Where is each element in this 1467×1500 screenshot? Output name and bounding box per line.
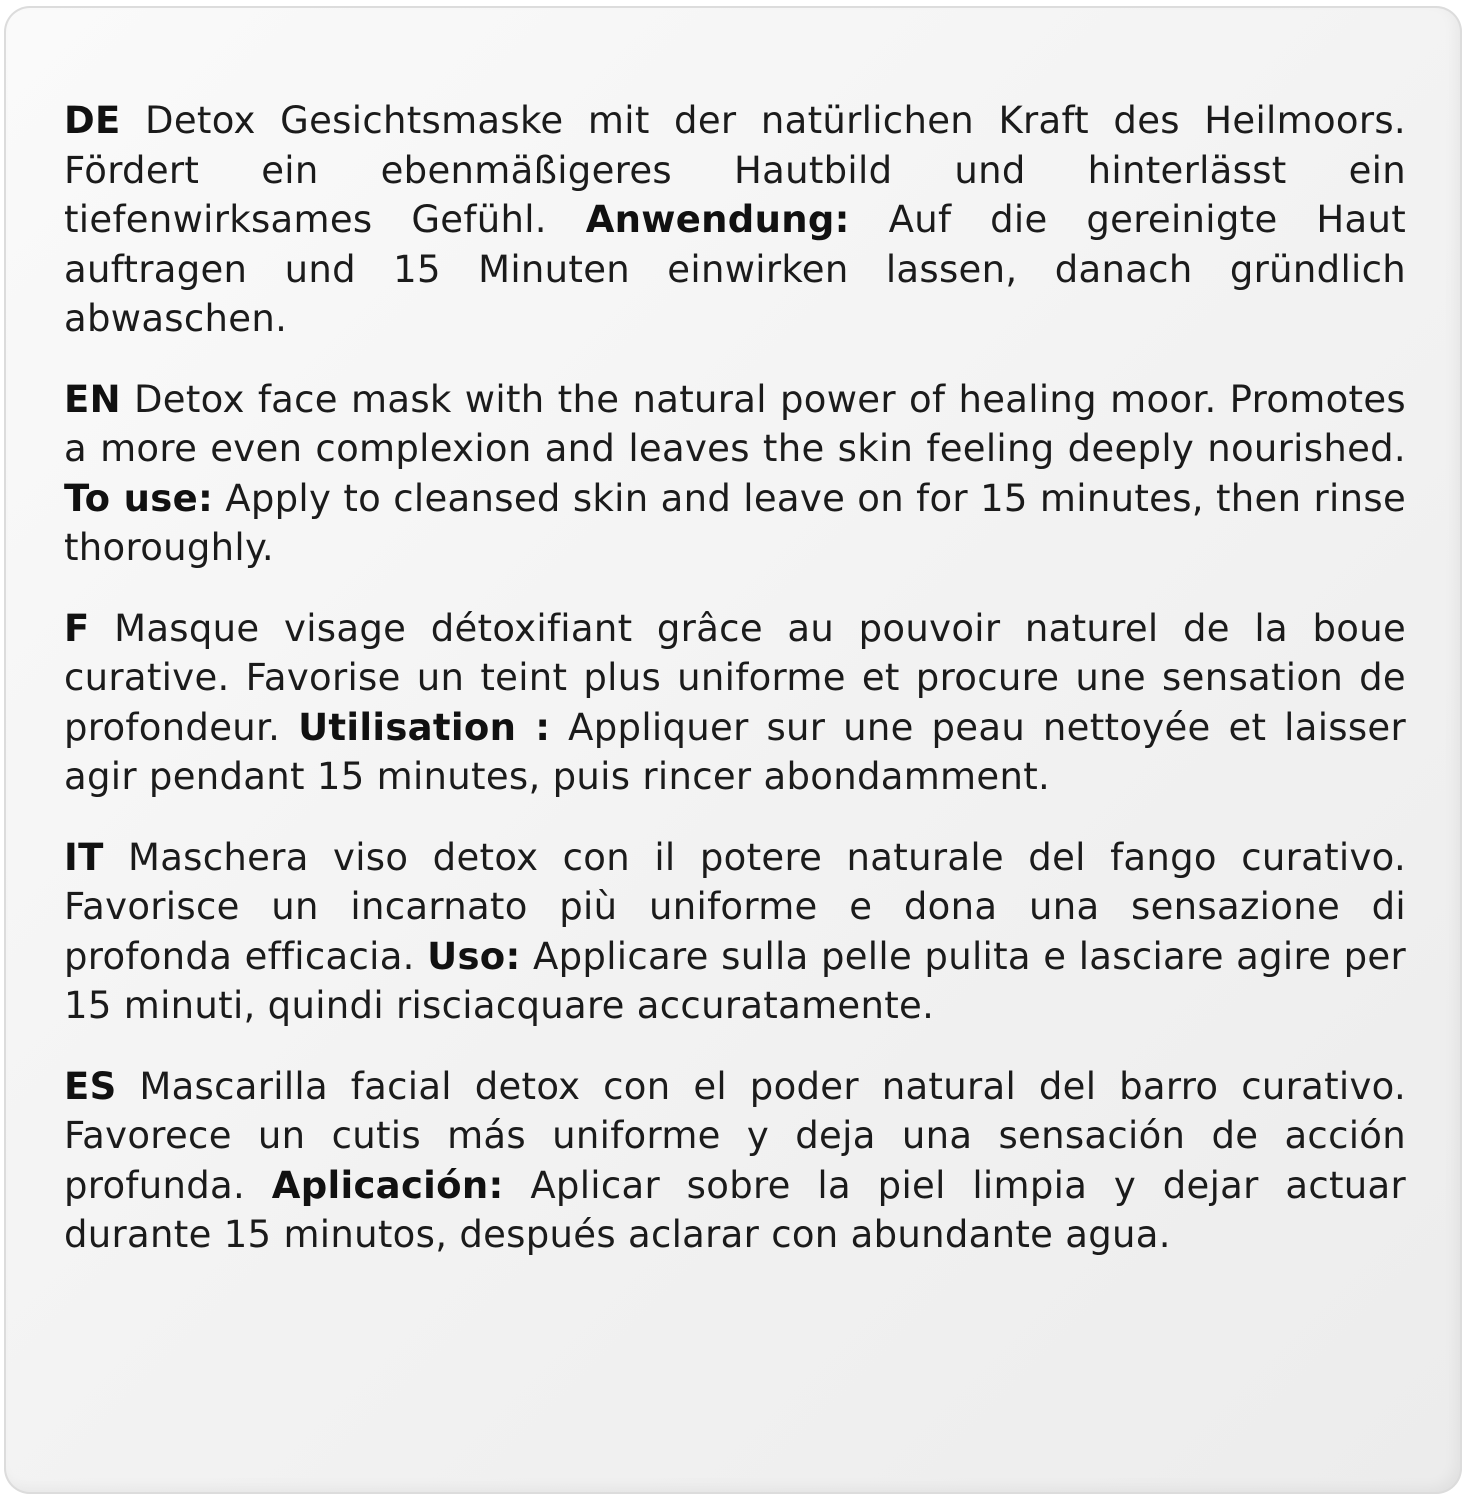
usage-label-de: Anwendung: (585, 198, 850, 241)
usage-text-it: Applicare sulla pelle pulita e lasciare agire per 15 minuti, quindi risciacquare accuratamente. (64, 934, 1407, 1027)
description-en: Detox face mask with the natural power of healing moor. Promotes a more even complexion and leaves the skin feeling deeply nourished. (64, 377, 1406, 470)
multilingual-instructions (64, 96, 1406, 1291)
description-es: Mascarilla facial detox con el poder natural del barro curativo. Favorece un cutis más uniforme y deja una sensación de acción profunda. (64, 1064, 1407, 1207)
section-de (64, 96, 1406, 344)
section-en (64, 375, 1406, 573)
description-it: Maschera viso detox con il potere naturale del fango curativo. Favorisce un incarnato più uniforme e dona una sensazione di profonda efficacia. (64, 835, 1407, 978)
usage-text-en: Apply to cleansed skin and leave on for 15 minutes, then rinse thoroughly. (64, 476, 1407, 569)
section-it (64, 833, 1406, 1031)
usage-text-de: Auf die gereinigte Haut auftragen und 15 Minuten einwirken lassen, danach gründlich abwaschen. (64, 198, 1407, 340)
section-es (64, 1062, 1406, 1260)
section-fr (64, 604, 1406, 802)
language-code-it: IT (64, 835, 104, 879)
description-de: Detox Gesichtsmaske mit der natürlichen Kraft des Heilmoors. Fördert ein ebenmäßigeres Hautbild und hinterlässt ein tiefenwirksames Gefühl. (64, 99, 1406, 241)
usage-label-it: Uso: (427, 934, 521, 978)
language-code-en: EN (64, 377, 121, 421)
usage-label-fr: Utilisation : (298, 705, 551, 749)
usage-label-es: Aplicación: (271, 1163, 504, 1207)
description-fr: Masque visage détoxifiant grâce au pouvoir naturel de la boue curative. Favorise un teint plus uniforme et procure une sensation de profondeur. (64, 606, 1407, 749)
language-code-es: ES (64, 1064, 117, 1108)
usage-text-fr: Appliquer sur une peau nettoyée et laisser agir pendant 15 minutes, puis rincer abondamment. (64, 705, 1407, 798)
language-code-de: DE (64, 99, 121, 142)
usage-label-en: To use: (64, 476, 214, 520)
language-code-fr: F (64, 606, 90, 650)
usage-text-es: Aplicar sobre la piel limpia y dejar actuar durante 15 minutos, después aclarar con abundante agua. (64, 1163, 1407, 1256)
